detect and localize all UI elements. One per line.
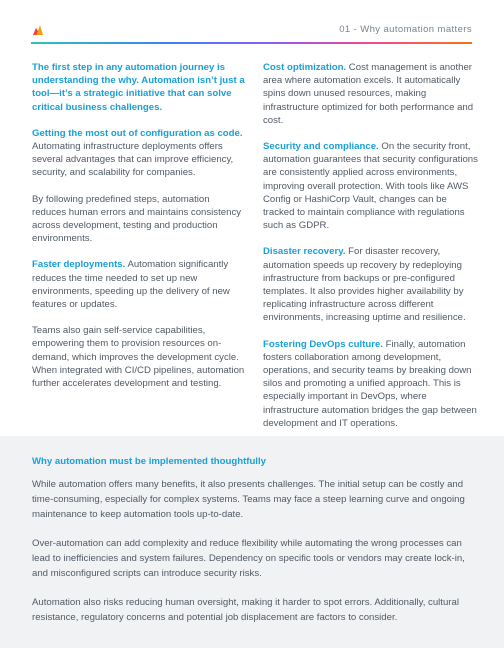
cost-text: Cost management is another area where automation excels. It automatically spins down unused resources, making infrastructure optimized for both performance and cost.: [263, 62, 474, 126]
devops-heading: Fostering DevOps culture.: [263, 338, 383, 350]
callout-paragraph-2: Over-automation can add complexity and reduce flexibility while automating the wrong processes can lead to inefficiencies and system failures. Dependency on specific tools or vendors may create lock-in, and misconfigured scripts can introduce security risks.: [32, 538, 465, 579]
section-title: 01 - Why automation matters: [339, 24, 472, 35]
page-header: [0, 0, 504, 44]
header-divider: [31, 42, 472, 44]
faster-paragraph: [32, 258, 246, 311]
devops-paragraph: [263, 338, 478, 430]
config-heading: Getting the most out of configuration as code.: [32, 127, 243, 139]
right-column: [263, 61, 478, 443]
cost-paragraph: [263, 61, 478, 127]
steps-paragraph: By following predefined steps, automation reduces human errors and maintains consistency across development, testing and production environments.: [32, 193, 242, 245]
faster-text: Automation significantly reduces the time needed to set up new environments, speeding up the delivery of new features or updates.: [32, 259, 230, 311]
callout-paragraph-3: Automation also risks reducing human oversight, making it harder to spot errors. Additionally, cultural resistance, regulatory concerns and potential job displacement are factors to consider.: [32, 597, 459, 623]
callout-content: [32, 454, 478, 639]
cost-heading: Cost optimization.: [263, 62, 347, 73]
security-heading: Security and compliance.: [263, 141, 379, 153]
left-column: [32, 61, 246, 403]
flame-logo-icon: [31, 23, 45, 37]
callout-panel: [0, 436, 504, 648]
selfservice-paragraph: Teams also gain self-service capabilities, empowering them to provision resources on-demand, which improves the development cycle. When integrated with CI/CD pipelines, automation further accelerates development and testing.: [32, 325, 245, 390]
disaster-text: For disaster recovery, automation speeds up recovery by redeploying infrastructure from backups or pre-configured templates. It also provides higher availability by replicating infrastructure across different environments, increasing uptime and resilience.: [263, 246, 466, 324]
config-text: Automating infrastructure deployments offers several advantages that can improve efficiency, security, and scalability for companies.: [32, 141, 234, 179]
devops-text: Finally, automation fosters collaboration among development, operations, and security teams by breaking down silos and promoting a unified approach. This is especially important in DevOps, where infrastructure automation bridges the gap between development and IT operations.: [263, 338, 477, 429]
disaster-paragraph: [263, 245, 478, 324]
config-paragraph: [32, 127, 246, 180]
faster-heading: Faster deployments.: [32, 259, 126, 271]
disaster-heading: Disaster recovery.: [263, 246, 346, 258]
intro-paragraph: The first step in any automation journey is understanding the why. Automation isn’t just a tool—it’s a strategic initiative that can solve critical business challenges.: [32, 62, 245, 113]
callout-paragraph-1: While automation offers many benefits, it also presents challenges. The initial setup can be costly and time-consuming, especially for complex systems. Teams may face a steep learning curve and ongoing maintenance to keep automation tools up-to-date.: [32, 479, 465, 520]
callout-title: Why automation must be implemented thoughtfully: [32, 456, 266, 467]
security-text: On the security front, automation guarantees that security configurations are consistently applied across environments, improving overall protection. With tools like AWS Config or HashiCorp Vault, changes can be tracked to maintain compliance with regulations such as GDPR.: [263, 141, 478, 232]
security-paragraph: [263, 140, 478, 232]
